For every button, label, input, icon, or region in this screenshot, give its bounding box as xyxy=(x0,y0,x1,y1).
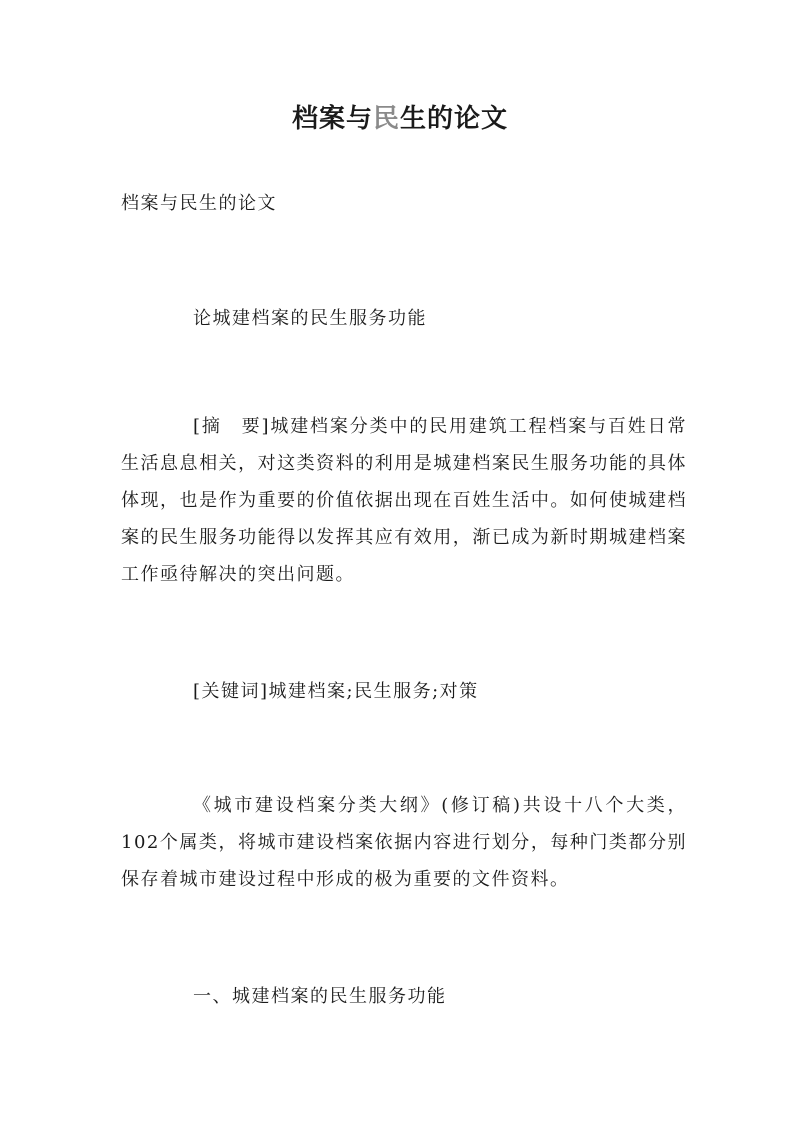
abstract-paragraph: [摘 要]城建档案分类中的民用建筑工程档案与百姓日常生活息息相关，对这类资料的利用是城建档案民生服务功能的具体体现，也是作为重要的价值依据出现在百姓生活中。如何使城建档案的民生服务功能得以发挥其应有效用，渐已成为新时期城建档案工作亟待解决的突出问题。 xyxy=(121,416,687,585)
title-text-part1: 档案与 xyxy=(291,104,373,134)
title-text-faded: 民 xyxy=(372,104,400,134)
paper-heading: 论城建档案的民生服务功能 xyxy=(193,308,427,329)
keywords-paragraph: [关键词]城建档案;民生服务;对策 xyxy=(193,681,479,702)
section-heading: 一、城建档案的民生服务功能 xyxy=(193,986,447,1007)
document-title xyxy=(0,99,800,139)
body-paragraph: 《城市建设档案分类大纲》(修订稿)共设十八个大类，102个属类，将城市建设档案依据内容进行划分，每种门类都分别保存着城市建设过程中形成的极为重要的文件资料。 xyxy=(121,795,687,890)
title-text-part2: 生的论文 xyxy=(400,104,509,134)
document-subtitle: 档案与民生的论文 xyxy=(121,193,277,214)
